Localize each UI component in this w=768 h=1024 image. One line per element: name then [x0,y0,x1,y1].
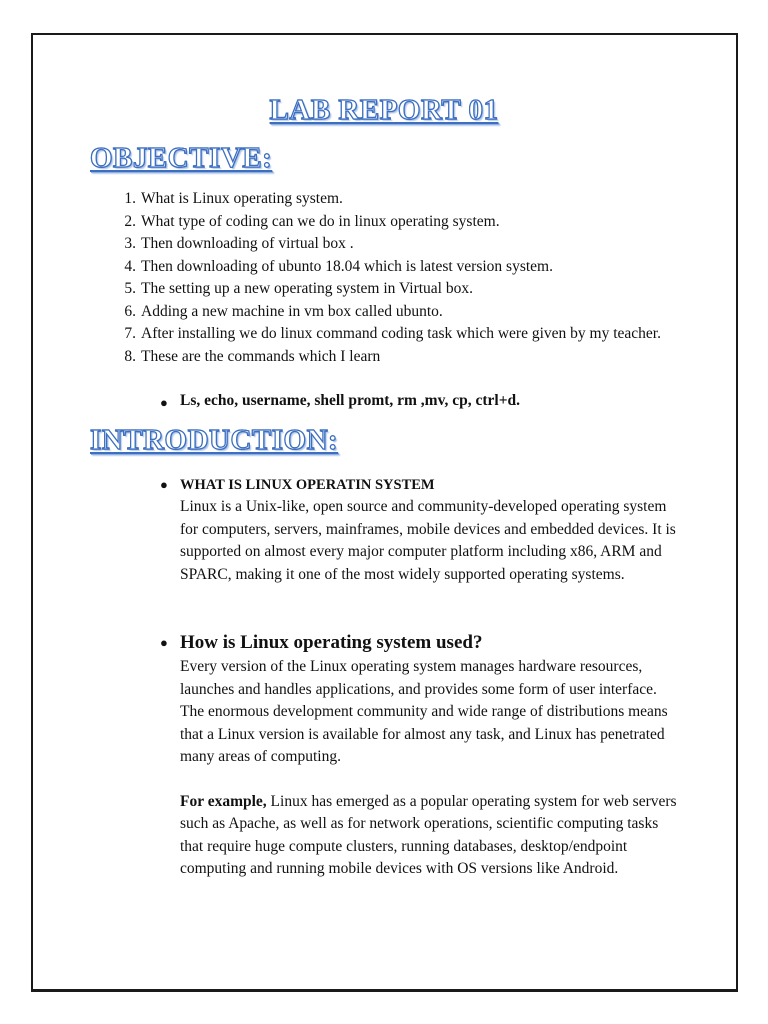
section-body: Every version of the Linux operating system manages hardware resources, launches and handles applications, and provides some form of user interface. The enormous development community and wide range of distributions means that a Linux version is available for almost any task, and Linux has penetrated many areas of computing. [180,658,668,765]
list-item [94,188,694,211]
bullet-dot-icon: ● [160,477,168,492]
section-body: Linux is a Unix-like, open source and community-developed operating system for computers, servers, mainframes, mobile devices and embedded devices. It is supported on almost every major computer platform including x86, ARM and SPARC, making it one of the most widely supported operating systems. [180,498,676,583]
list-item-number: 7. [124,325,136,342]
list-item [94,323,694,346]
list-item-number: 4. [124,257,136,275]
page-border-bottom-rule [31,991,738,995]
page-title: LAB REPORT 01 [269,94,499,126]
list-item-text: What is Linux operating system. [141,190,343,207]
introduction-heading: INTRODUCTION: [90,424,339,456]
objective-heading: OBJECTIVE: [90,142,273,174]
example-paragraph [180,791,680,881]
list-item-text: Then downloading of virtual box . [141,235,354,252]
section-heading: How is Linux operating system used? [180,632,483,653]
example-lead: For example, [180,792,267,810]
section-heading-row [160,474,680,496]
list-item-text: The setting up a new operating system in Virtual box. [141,280,473,297]
bullet-dot-icon: ● [160,635,168,650]
list-item [94,256,694,279]
list-item-number: 5. [124,280,136,297]
list-item [94,211,694,234]
objective-list [94,188,694,368]
list-item [94,301,694,324]
list-item-number: 1. [124,190,136,207]
section-heading-row [160,630,680,656]
list-item-number: 3. [124,235,136,252]
list-item-text: These are the commands which I learn [141,347,381,365]
list-item-text: After installing we do linux command coding task which were given by my teacher. [141,325,661,342]
list-item [94,233,694,256]
section-heading: WHAT IS LINUX OPERATIN SYSTEM [180,477,435,493]
list-item [94,278,694,301]
section-how-used [160,630,680,881]
section-what-is-linux [160,474,680,586]
list-item-text: What type of coding can we do in linux operating system. [141,212,500,230]
commands-text: Ls, echo, username, shell promt, rm ,mv, cp, ctrl+d. [180,392,521,409]
list-item [160,392,520,414]
list-item [94,346,694,369]
example-body: Linux has emerged as a popular operating system for web servers such as Apache, as well as for network operations, scientific computing tasks that require huge compute clusters, running databases, desktop/endpoint computing and running mobile devices with OS versions like Android. [180,792,677,877]
bullet-dot-icon: ● [160,395,168,410]
list-item-number: 2. [124,212,136,230]
list-item-text: Adding a new machine in vm box called ubunto. [141,302,443,320]
commands-list [160,392,520,414]
list-item-text: Then downloading of ubunto 18.04 which is latest version system. [141,257,553,275]
list-item-number: 6. [124,302,136,320]
list-item-number: 8. [124,347,136,365]
